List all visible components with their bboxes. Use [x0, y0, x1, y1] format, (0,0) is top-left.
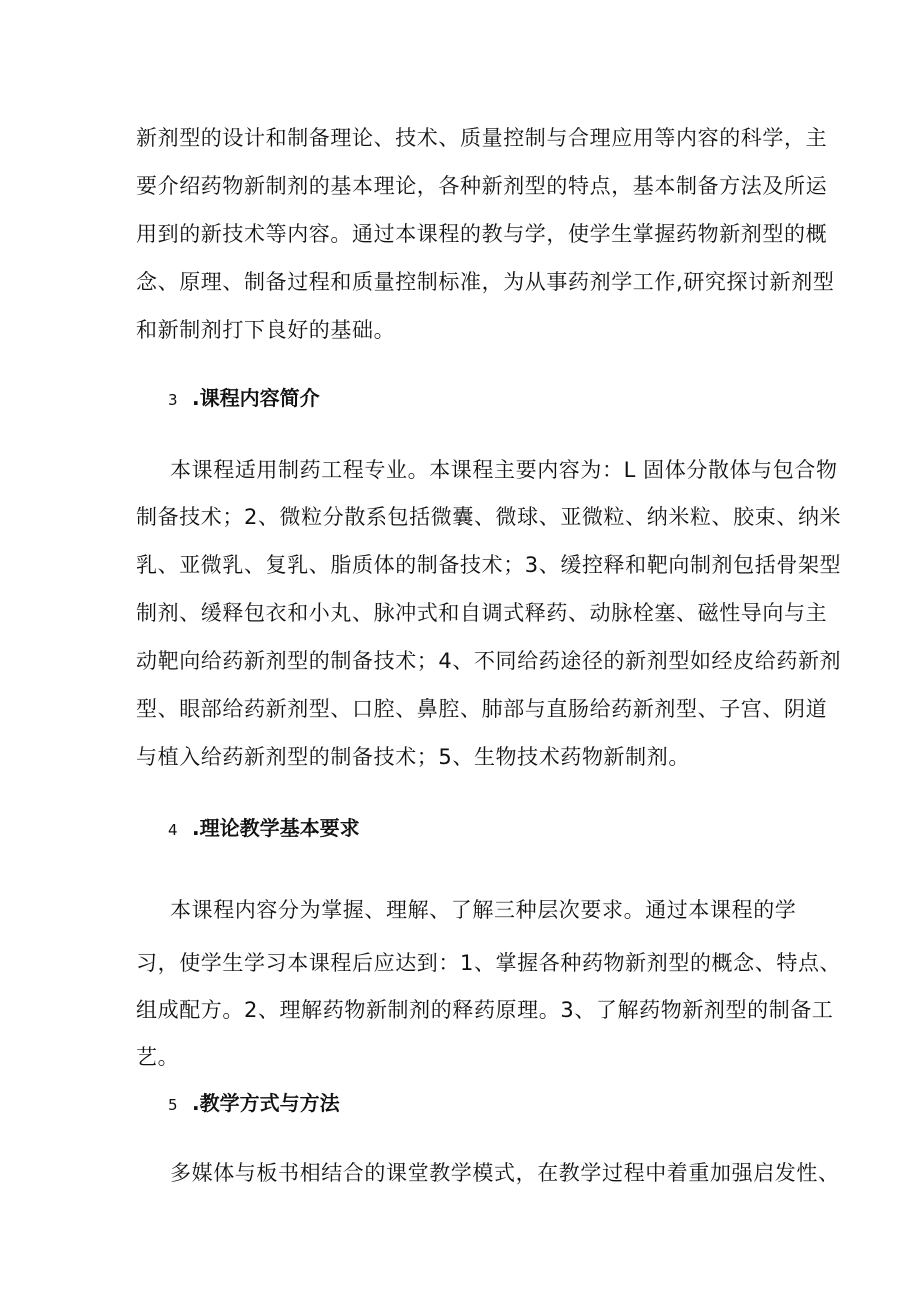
paragraph-line: 新剂型的设计和制备理论、技术、质量控制与合理应用等内容的科学，主: [136, 126, 828, 150]
paragraph-line: 制剂、缓释包衣和小丸、脉冲式和自调式释药、动脉栓塞、磁性导向与主: [136, 601, 828, 625]
paragraph-line: 组成配方。2、理解药物新制剂的释药原理。3、了解药物新剂型的制备工: [136, 998, 834, 1022]
paragraph-line: 乳、亚微乳、复乳、脂质体的制备技术；3、缓控释和靶向制剂包括骨架型: [136, 553, 842, 577]
paragraph-line: 要介绍药物新制剂的基本理论，各种新剂型的特点，基本制备方法及所运: [136, 174, 828, 198]
paragraph-line: 本课程内容分为掌握、理解、了解三种层次要求。通过本课程的学: [170, 898, 797, 922]
section-number: 4: [168, 821, 178, 839]
paragraph-line: 念、原理、制备过程和质量控制标准，为从事药剂学工作,研究探讨新剂型: [136, 270, 835, 294]
section-title: .理论教学基本要求: [192, 816, 360, 840]
section-heading-5: [168, 1088, 340, 1118]
paragraph-line: 动靶向给药新剂型的制备技术；4、不同给药途径的新剂型如经皮给药新剂: [136, 649, 842, 673]
paragraph-line: 多媒体与板书相结合的课堂教学模式，在教学过程中着重加强启发性、: [170, 1161, 840, 1185]
section-heading-4: [168, 813, 360, 843]
section-title: .教学方式与方法: [192, 1091, 340, 1115]
section-title: .课程内容简介: [192, 386, 320, 410]
paragraph-line: 本课程适用制药工程专业。本课程主要内容为：L 固体分散体与包合物: [170, 458, 838, 482]
paragraph-line: 习，使学生学习本课程后应达到：1、掌握各种药物新剂型的概念、特点、: [136, 951, 842, 975]
paragraph-line: 型、眼部给药新剂型、口腔、鼻腔、肺部与直肠给药新剂型、子宫、阴道: [136, 697, 828, 721]
paragraph-line: 艺。: [136, 1045, 180, 1069]
section-heading-3: [168, 383, 320, 413]
section-number: 3: [168, 391, 178, 409]
paragraph-line: 与植入给药新剂型的制备技术；5、生物技术药物新制剂。: [136, 745, 690, 769]
paragraph-line: 制备技术；2、微粒分散系包括微囊、微球、亚微粒、纳米粒、胶束、纳米: [136, 505, 842, 529]
paragraph-line: 和新制剂打下良好的基础。: [136, 318, 396, 342]
paragraph-line: 用到的新技术等内容。通过本课程的教与学，使学生掌握药物新剂型的概: [136, 222, 828, 246]
section-number: 5: [168, 1096, 178, 1114]
